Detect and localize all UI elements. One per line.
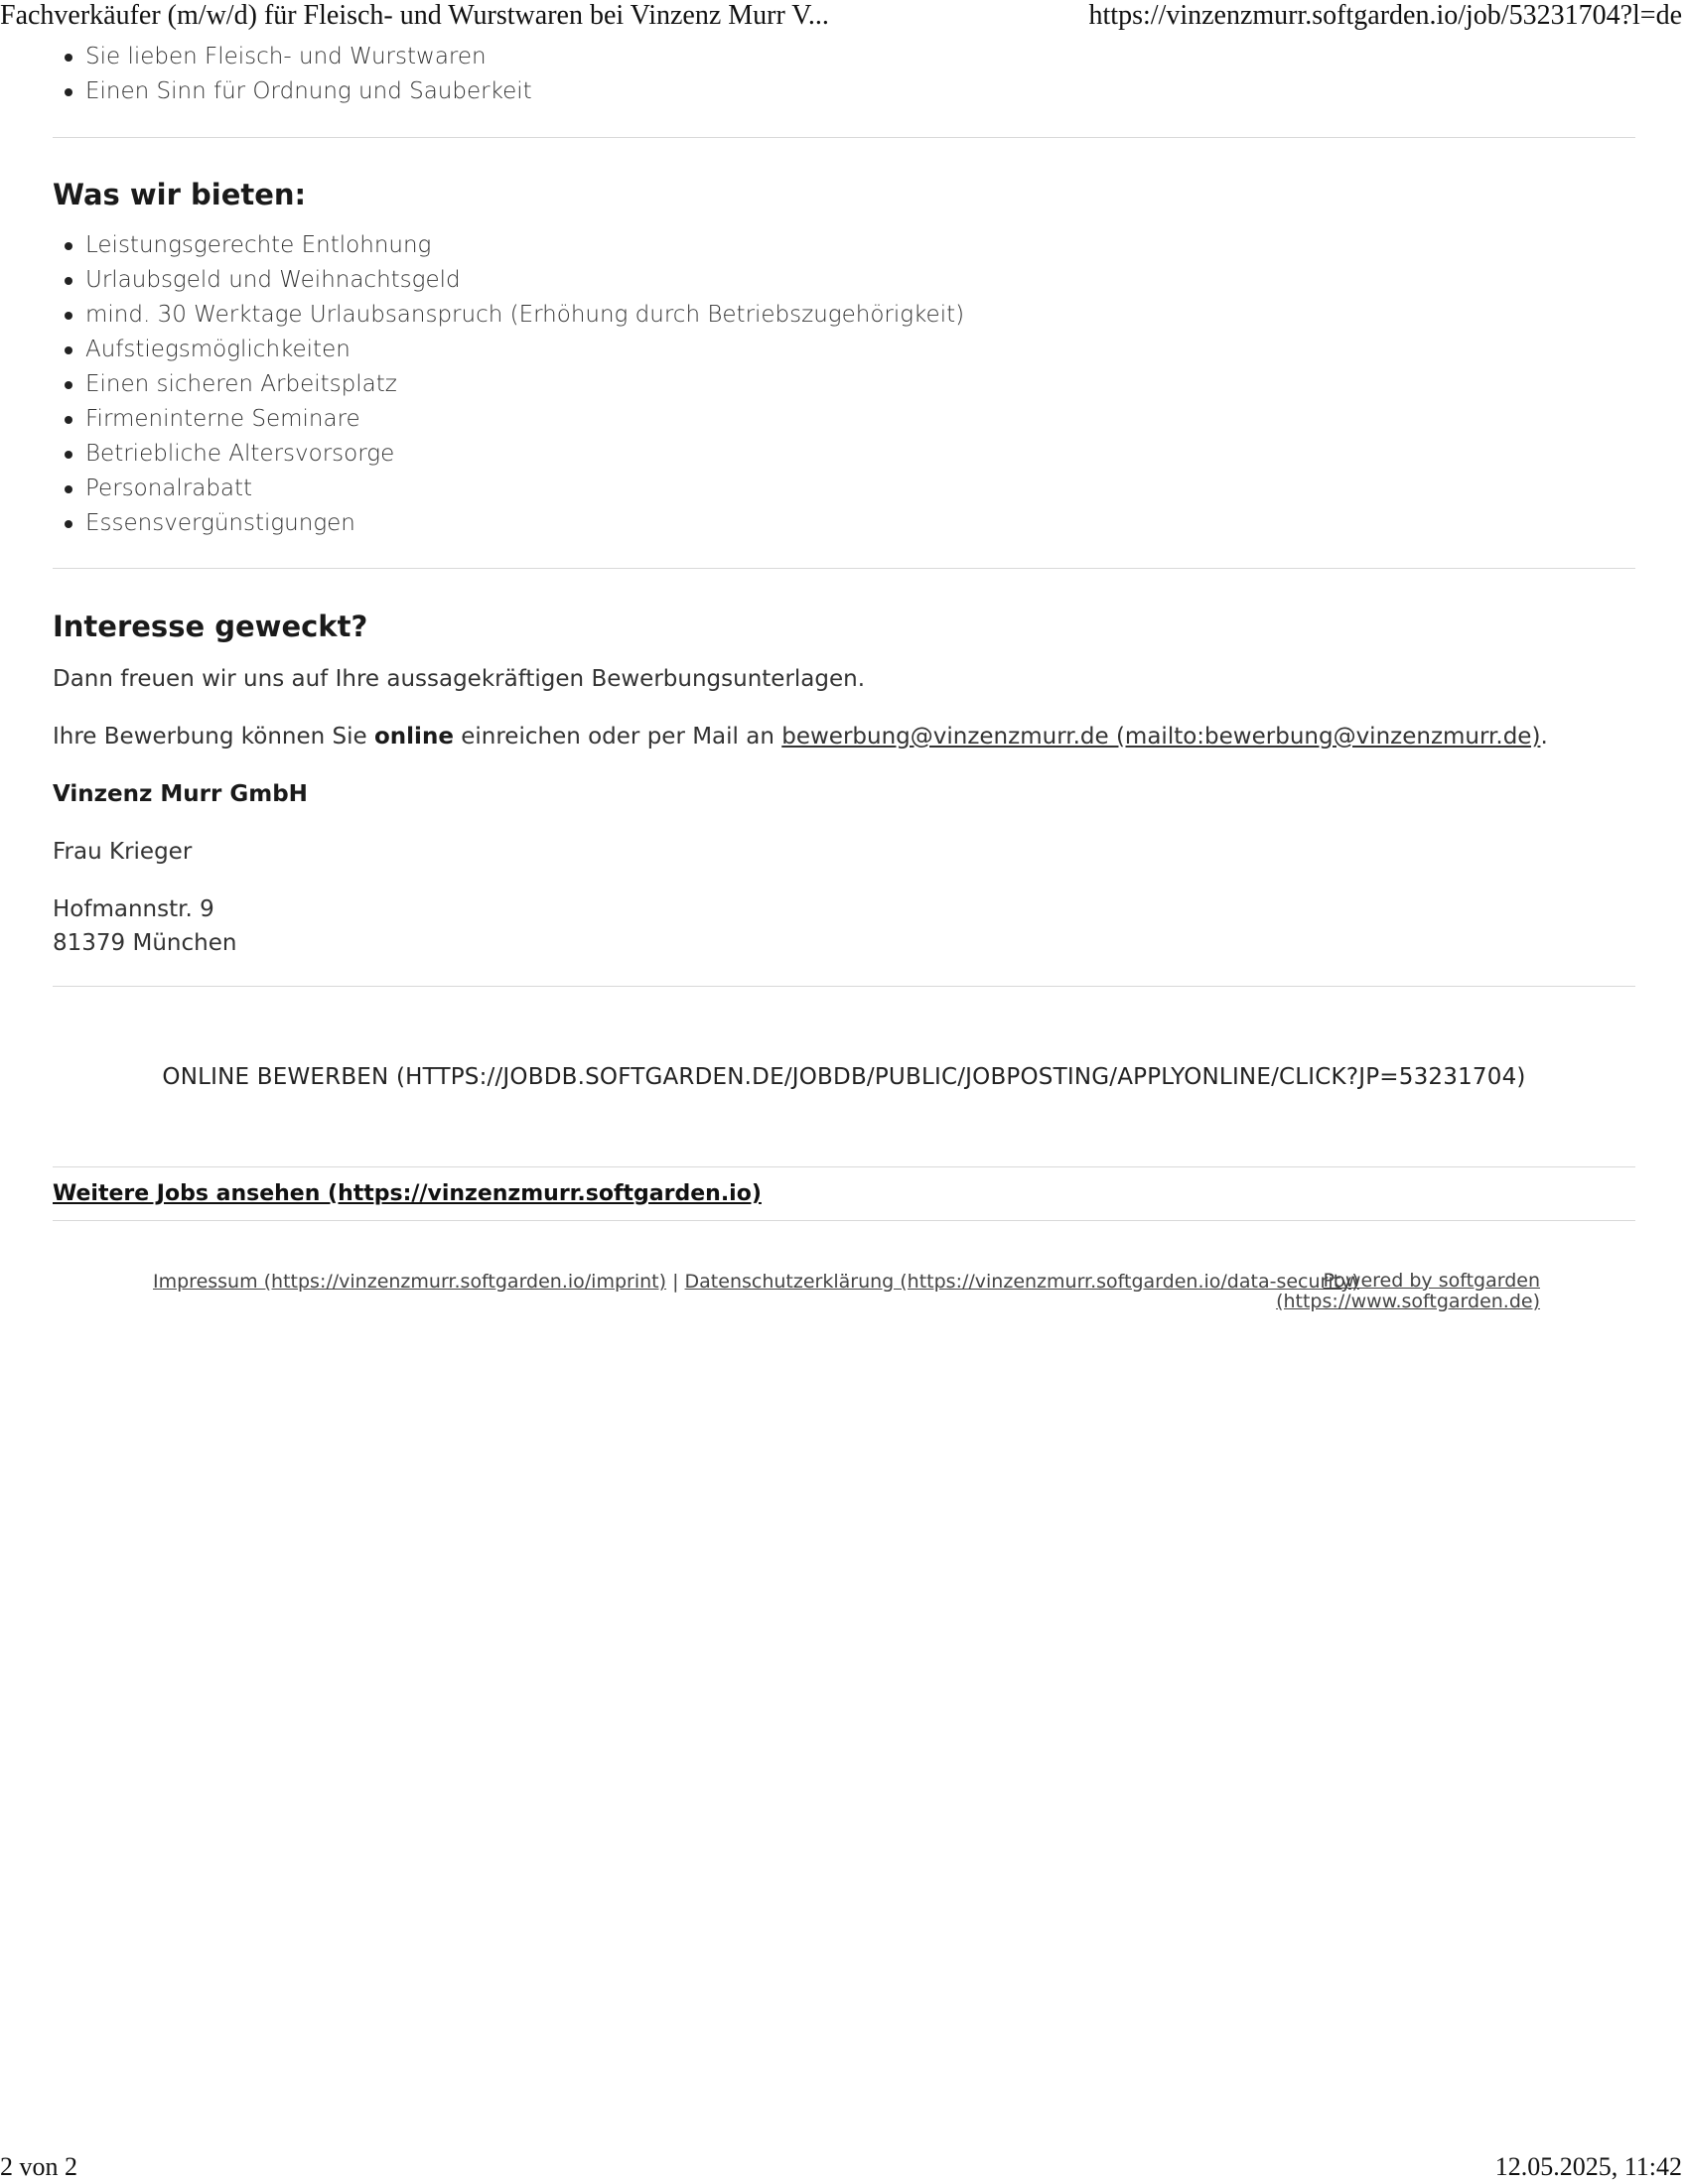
contact-person: Frau Krieger (53, 839, 193, 865)
job-content (53, 40, 1635, 1330)
apply-text-online: online (374, 724, 454, 750)
interest-heading: Interesse geweckt? (53, 610, 368, 643)
legal-footer (53, 1271, 1635, 1330)
legal-separator: | (672, 1271, 679, 1293)
more-jobs-link[interactable]: Weitere Jobs ansehen (https://vinzenzmurr.softgarden.io) (53, 1181, 762, 1206)
list-item: Firmeninterne Seminare (53, 402, 1635, 437)
list-item: Sie lieben Fleisch- und Wurstwaren (53, 40, 1635, 74)
powered-by-url: (https://www.softgarden.de) (1276, 1291, 1540, 1312)
apply-instructions (53, 720, 1635, 753)
imprint-link[interactable]: Impressum (https://vinzenzmurr.softgarden.io/imprint) (153, 1271, 667, 1293)
offer-heading: Was wir bieten: (53, 178, 307, 211)
powered-by-text: Powered by softgarden (1323, 1270, 1540, 1292)
divider (53, 986, 1635, 987)
list-item: Urlaubsgeld und Weihnachtsgeld (53, 263, 1635, 298)
print-page-title: Fachverkäufer (m/w/d) für Fleisch- und Wurstwaren bei Vinzenz Murr V... (0, 0, 829, 31)
divider (53, 1220, 1635, 1221)
list-item: mind. 30 Werktage Urlaubsanspruch (Erhöhung durch Betriebszugehörigkeit) (53, 298, 1635, 333)
print-datetime: 12.05.2025, 11:42 (1494, 2152, 1682, 2181)
apply-text-middle: einreichen oder per Mail an (453, 724, 782, 750)
address-street: Hofmannstr. 9 (53, 896, 214, 922)
print-footer (0, 2148, 1688, 2184)
list-item: Einen Sinn für Ordnung und Sauberkeit (53, 74, 1635, 109)
apply-online-button[interactable]: ONLINE BEWERBEN (HTTPS://JOBDB.SOFTGARDEN.DE/JOBDB/PUBLIC/JOBPOSTING/APPLYONLINE/CLICK?JP=53231704) (162, 1064, 1526, 1090)
list-item: Leistungsgerechte Entlohnung (53, 228, 1635, 263)
print-header (0, 0, 1688, 40)
email-link[interactable]: bewerbung@vinzenzmurr.de (mailto:bewerbung@vinzenzmurr.de) (781, 724, 1541, 750)
list-item: Essensvergünstigungen (53, 506, 1635, 541)
page-number: 2 von 2 (0, 2152, 77, 2181)
powered-by-link[interactable] (1276, 1271, 1540, 1312)
more-jobs-row (53, 1181, 1635, 1206)
list-item: Einen sicheren Arbeitsplatz (53, 367, 1635, 402)
company-name: Vinzenz Murr GmbH (53, 781, 308, 807)
list-item: Personalrabatt (53, 472, 1635, 506)
divider (53, 137, 1635, 138)
interest-intro: Dann freuen wir uns auf Ihre aussagekräftigen Bewerbungsunterlagen. (53, 666, 866, 692)
address-city: 81379 München (53, 930, 237, 956)
offer-list (53, 228, 1635, 541)
apply-text-suffix: . (1540, 724, 1548, 750)
requirements-list (53, 40, 1635, 109)
print-page-url: https://vinzenzmurr.softgarden.io/job/53231704?l=de (1088, 0, 1682, 31)
apply-text-prefix: Ihre Bewerbung können Sie (53, 724, 374, 750)
list-item: Aufstiegsmöglichkeiten (53, 333, 1635, 367)
divider (53, 1166, 1635, 1167)
divider (53, 568, 1635, 569)
privacy-link[interactable]: Datenschutzerklärung (https://vinzenzmurr.softgarden.io/data-security) (684, 1271, 1359, 1293)
list-item: Betriebliche Altersvorsorge (53, 437, 1635, 472)
legal-links (153, 1271, 1359, 1293)
